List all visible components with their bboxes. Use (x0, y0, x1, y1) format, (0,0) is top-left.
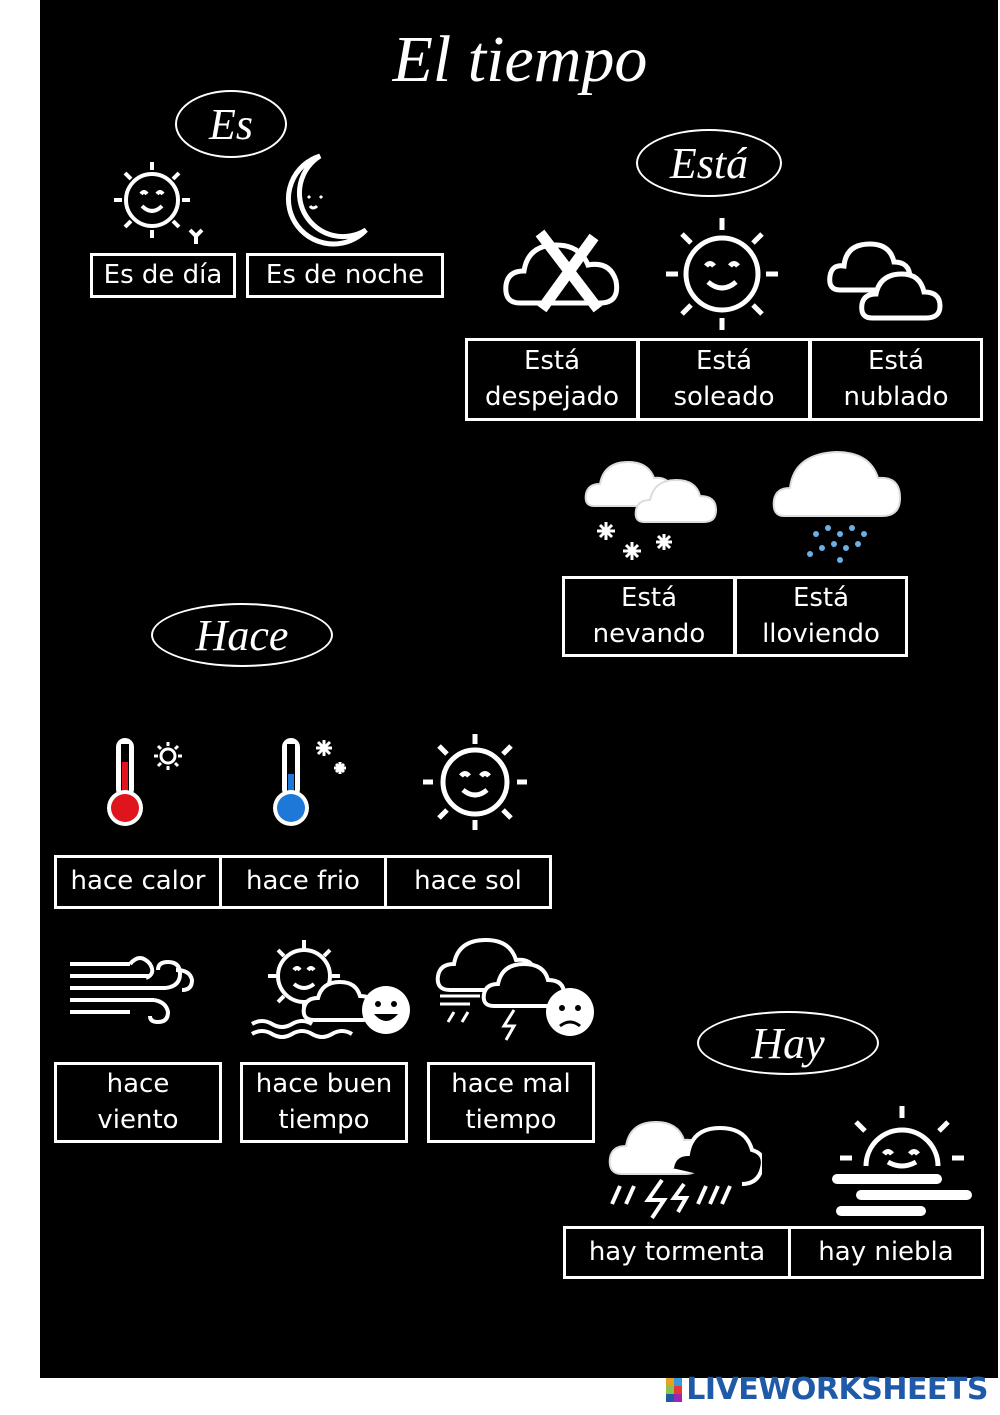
label-hace-sol[interactable] (384, 855, 552, 909)
storm-cloud-sad-icon (434, 936, 596, 1046)
label-line: Está (867, 346, 925, 377)
label-text: hay niebla (818, 1236, 954, 1267)
label-text-wrap (673, 344, 774, 414)
clouds-icon (826, 228, 946, 324)
label-hace-buen-tiempo[interactable] (240, 1062, 408, 1143)
label-line: Está (523, 346, 581, 377)
label-text-wrap (451, 1067, 570, 1137)
label-esta-nevando[interactable] (562, 576, 736, 657)
label-line: tiempo (278, 1104, 370, 1135)
label-line: Está (620, 583, 678, 614)
label-hace-frio[interactable] (219, 855, 387, 909)
label-hay-tormenta[interactable] (563, 1226, 791, 1279)
section-es-label: Es (209, 99, 253, 149)
brand-text: LIVEWORKSHEETS (686, 1372, 988, 1407)
label-line: hace (106, 1069, 170, 1100)
label-line: soleado (673, 381, 775, 412)
label-line: tiempo (465, 1104, 557, 1135)
label-hace-mal-tiempo[interactable] (427, 1062, 595, 1143)
label-line: despejado (484, 381, 620, 412)
label-text-wrap (485, 344, 619, 414)
label-es-de-noche[interactable] (246, 253, 444, 298)
page-title: El tiempo (392, 23, 648, 96)
label-text-wrap (843, 344, 948, 414)
section-esta-label: Está (669, 138, 749, 188)
label-hace-calor[interactable] (54, 855, 222, 909)
liveworksheets-logo-icon (666, 1378, 682, 1402)
section-hace-oval (151, 603, 333, 667)
sun-icon (413, 730, 537, 834)
thermometer-cold-icon (260, 734, 356, 830)
label-line: hace mal (451, 1069, 571, 1100)
label-text: Es de noche (265, 259, 425, 290)
label-hay-niebla[interactable] (788, 1226, 984, 1279)
label-esta-despejado[interactable] (465, 338, 639, 421)
label-text: hay tormenta (588, 1236, 766, 1267)
sun-cloud-happy-icon (248, 934, 414, 1046)
rain-cloud-icon (770, 444, 904, 568)
thermometer-hot-icon (92, 734, 188, 830)
sun-icon (660, 212, 784, 336)
wind-icon (66, 950, 200, 1030)
label-text-wrap (593, 581, 706, 651)
label-line: Está (695, 346, 753, 377)
label-line: nublado (843, 381, 949, 412)
label-esta-soleado[interactable] (637, 338, 811, 421)
label-esta-lloviendo[interactable] (734, 576, 908, 657)
label-text: hace sol (414, 866, 522, 897)
section-es-oval (175, 90, 287, 158)
label-line: nevando (592, 618, 706, 649)
label-text: hace calor (70, 866, 206, 897)
label-text-wrap (762, 581, 880, 651)
sun-face-icon (104, 150, 214, 250)
moon-icon (280, 148, 370, 248)
label-es-de-dia[interactable] (90, 253, 236, 298)
fog-sun-icon (826, 1098, 978, 1222)
section-esta-oval (636, 129, 782, 197)
label-text: hace frio (246, 866, 360, 897)
label-esta-nublado[interactable] (809, 338, 983, 421)
section-hace-label: Hace (195, 610, 289, 660)
section-hay-oval (697, 1011, 879, 1075)
label-text: Es de día (103, 259, 223, 290)
thunderstorm-icon (606, 1114, 762, 1220)
label-line: Está (792, 583, 850, 614)
label-hace-viento[interactable] (54, 1062, 222, 1143)
section-hay-label: Hay (751, 1018, 825, 1068)
label-text-wrap (97, 1067, 178, 1137)
label-text-wrap (256, 1067, 392, 1137)
label-line: viento (97, 1104, 179, 1135)
cloud-crossed-icon (502, 225, 628, 315)
label-line: lloviendo (762, 618, 880, 649)
liveworksheets-brand (666, 1372, 988, 1407)
label-line: hace buen (255, 1069, 393, 1100)
snow-cloud-icon (584, 456, 718, 568)
